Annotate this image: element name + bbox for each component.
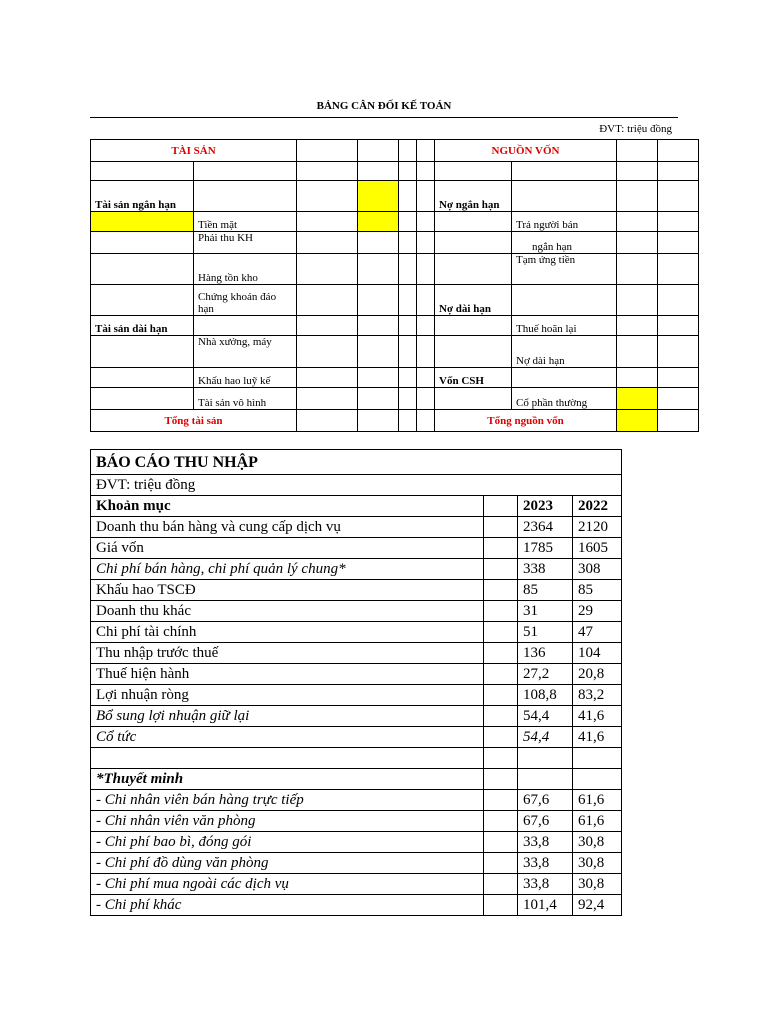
note-value-2023: 101,4: [518, 895, 573, 916]
table-row: [91, 853, 622, 874]
row-value-2022: 47: [573, 622, 622, 643]
table-row: [91, 601, 622, 622]
row-value-2023: 108,8: [518, 685, 573, 706]
note-value-2023: 33,8: [518, 832, 573, 853]
col-header-item: Khoản mục: [91, 496, 484, 517]
row-label: Doanh thu khác: [91, 601, 484, 622]
title-rule: [90, 117, 678, 118]
receivables-label: Phải thu KH: [194, 232, 297, 254]
row-label: Giá vốn: [91, 538, 484, 559]
table-row: [91, 727, 622, 748]
table-row: [91, 181, 699, 212]
row-value-2022: 1605: [573, 538, 622, 559]
table-row: [91, 811, 622, 832]
row-label: Cổ tức: [91, 727, 484, 748]
table-row: [91, 254, 699, 285]
lt-debt-item-label: Nợ dài hạn: [512, 336, 617, 368]
table-row: [91, 874, 622, 895]
note-label: - Chi phí bao bì, đóng gói: [91, 832, 484, 853]
note-label: - Chi phí mua ngoài các dịch vụ: [91, 874, 484, 895]
short-term-assets-label: Tài sản ngắn hạn: [91, 181, 194, 212]
row-value-2022: 41,6: [573, 706, 622, 727]
table-row: [91, 212, 699, 232]
table-row: [91, 559, 622, 580]
intangible-label: Tài sản vô hình: [194, 388, 297, 410]
short-term-debt-label: Nợ ngắn hạn: [435, 181, 512, 212]
common-stock-label: Cổ phần thường: [512, 388, 617, 410]
table-row: [91, 685, 622, 706]
header-assets: TÀI SẢN: [91, 140, 297, 162]
payables-label: Trả người bán: [512, 212, 617, 232]
table-row: [91, 162, 699, 181]
row-value-2023: 1785: [518, 538, 573, 559]
highlight-cell: [358, 181, 399, 212]
equity-label: Vốn CSH: [435, 368, 512, 388]
deferred-tax-label: Thuế hoãn lại: [512, 316, 617, 336]
table-row: [91, 475, 622, 496]
table-row: [91, 388, 699, 410]
row-value-2022: 85: [573, 580, 622, 601]
note-value-2022: 92,4: [573, 895, 622, 916]
balance-sheet-title: BẢNG CÂN ĐỐI KẾ TOÁN: [316, 100, 452, 112]
table-row: [91, 285, 699, 316]
row-label: Thu nhập trước thuế: [91, 643, 484, 664]
cash-label: Tiền mặt: [194, 212, 297, 232]
highlight-cell: [91, 212, 194, 232]
depreciation-label: Khấu hao luỹ kế: [194, 368, 297, 388]
advance-label: Tạm ứng tiền: [512, 254, 617, 285]
row-value-2023: 54,4: [518, 727, 573, 748]
row-value-2023: 2364: [518, 517, 573, 538]
row-value-2023: 85: [518, 580, 573, 601]
row-label: Lợi nhuận ròng: [91, 685, 484, 706]
table-row: [91, 895, 622, 916]
col-header-2022: 2022: [573, 496, 622, 517]
table-row: [91, 769, 622, 790]
row-value-2022: 104: [573, 643, 622, 664]
row-value-2022: 41,6: [573, 727, 622, 748]
row-label: Chi phí bán hàng, chi phí quản lý chung*: [91, 559, 484, 580]
income-statement-table: [90, 449, 622, 916]
factory-label: Nhà xưởng, máy: [194, 336, 297, 368]
note-label: - Chi nhân viên văn phòng: [91, 811, 484, 832]
note-value-2022: 61,6: [573, 811, 622, 832]
col-header-2023: 2023: [518, 496, 573, 517]
inventory-label: Hàng tồn kho: [194, 254, 297, 285]
note-value-2023: 67,6: [518, 790, 573, 811]
long-term-assets-label: Tài sản dài hạn: [91, 316, 194, 336]
income-statement-title: BÁO CÁO THU NHẬP: [91, 450, 622, 475]
table-row: [91, 622, 622, 643]
table-row: [91, 832, 622, 853]
table-row: [91, 517, 622, 538]
note-value-2023: 67,6: [518, 811, 573, 832]
row-value-2022: 83,2: [573, 685, 622, 706]
table-row: [91, 410, 699, 432]
note-label: - Chi phí đồ dùng văn phòng: [91, 853, 484, 874]
row-label: Doanh thu bán hàng và cung cấp dịch vụ: [91, 517, 484, 538]
row-value-2022: 308: [573, 559, 622, 580]
table-row: [91, 336, 699, 368]
row-value-2023: 27,2: [518, 664, 573, 685]
highlight-cell: [617, 410, 658, 432]
table-row: [91, 538, 622, 559]
income-statement-unit: ĐVT: triệu đồng: [91, 475, 622, 496]
balance-sheet-table: [90, 139, 699, 432]
note-value-2022: 30,8: [573, 874, 622, 895]
table-row: [91, 706, 622, 727]
row-value-2022: 2120: [573, 517, 622, 538]
securities-label: Chứng khoán đáo hạn: [194, 285, 297, 316]
row-value-2023: 338: [518, 559, 573, 580]
note-label: - Chi nhân viên bán hàng trực tiếp: [91, 790, 484, 811]
row-label: Bổ sung lợi nhuận giữ lại: [91, 706, 484, 727]
header-sources: NGUỒN VỐN: [435, 140, 617, 162]
table-row: [91, 580, 622, 601]
table-row: [91, 496, 622, 517]
table-row: [91, 790, 622, 811]
balance-sheet-unit: ĐVT: triệu đồng: [599, 123, 672, 135]
table-row: [91, 368, 699, 388]
note-value-2022: 30,8: [573, 832, 622, 853]
table-row: [91, 140, 699, 162]
note-value-2022: 61,6: [573, 790, 622, 811]
highlight-cell: [358, 212, 399, 232]
row-label: Chi phí tài chính: [91, 622, 484, 643]
highlight-cell: [617, 388, 658, 410]
row-label: Thuế hiện hành: [91, 664, 484, 685]
note-label: - Chi phí khác: [91, 895, 484, 916]
note-value-2022: 30,8: [573, 853, 622, 874]
row-label: Khấu hao TSCĐ: [91, 580, 484, 601]
note-value-2023: 33,8: [518, 874, 573, 895]
row-value-2023: 51: [518, 622, 573, 643]
row-value-2022: 29: [573, 601, 622, 622]
table-row: [91, 643, 622, 664]
table-row: [91, 748, 622, 769]
long-term-debt-label: Nợ dài hạn: [435, 285, 512, 316]
note-value-2023: 33,8: [518, 853, 573, 874]
row-value-2023: 31: [518, 601, 573, 622]
total-assets-label: Tổng tài sản: [91, 410, 297, 432]
table-row: [91, 316, 699, 336]
row-value-2023: 136: [518, 643, 573, 664]
table-row: [91, 664, 622, 685]
row-value-2022: 20,8: [573, 664, 622, 685]
notes-title: *Thuyết minh: [91, 769, 484, 790]
table-row: [91, 450, 622, 475]
total-sources-label: Tổng nguồn vốn: [435, 410, 617, 432]
row-value-2023: 54,4: [518, 706, 573, 727]
table-row: [91, 232, 699, 254]
payables-label-2: ngắn hạn: [512, 232, 617, 254]
